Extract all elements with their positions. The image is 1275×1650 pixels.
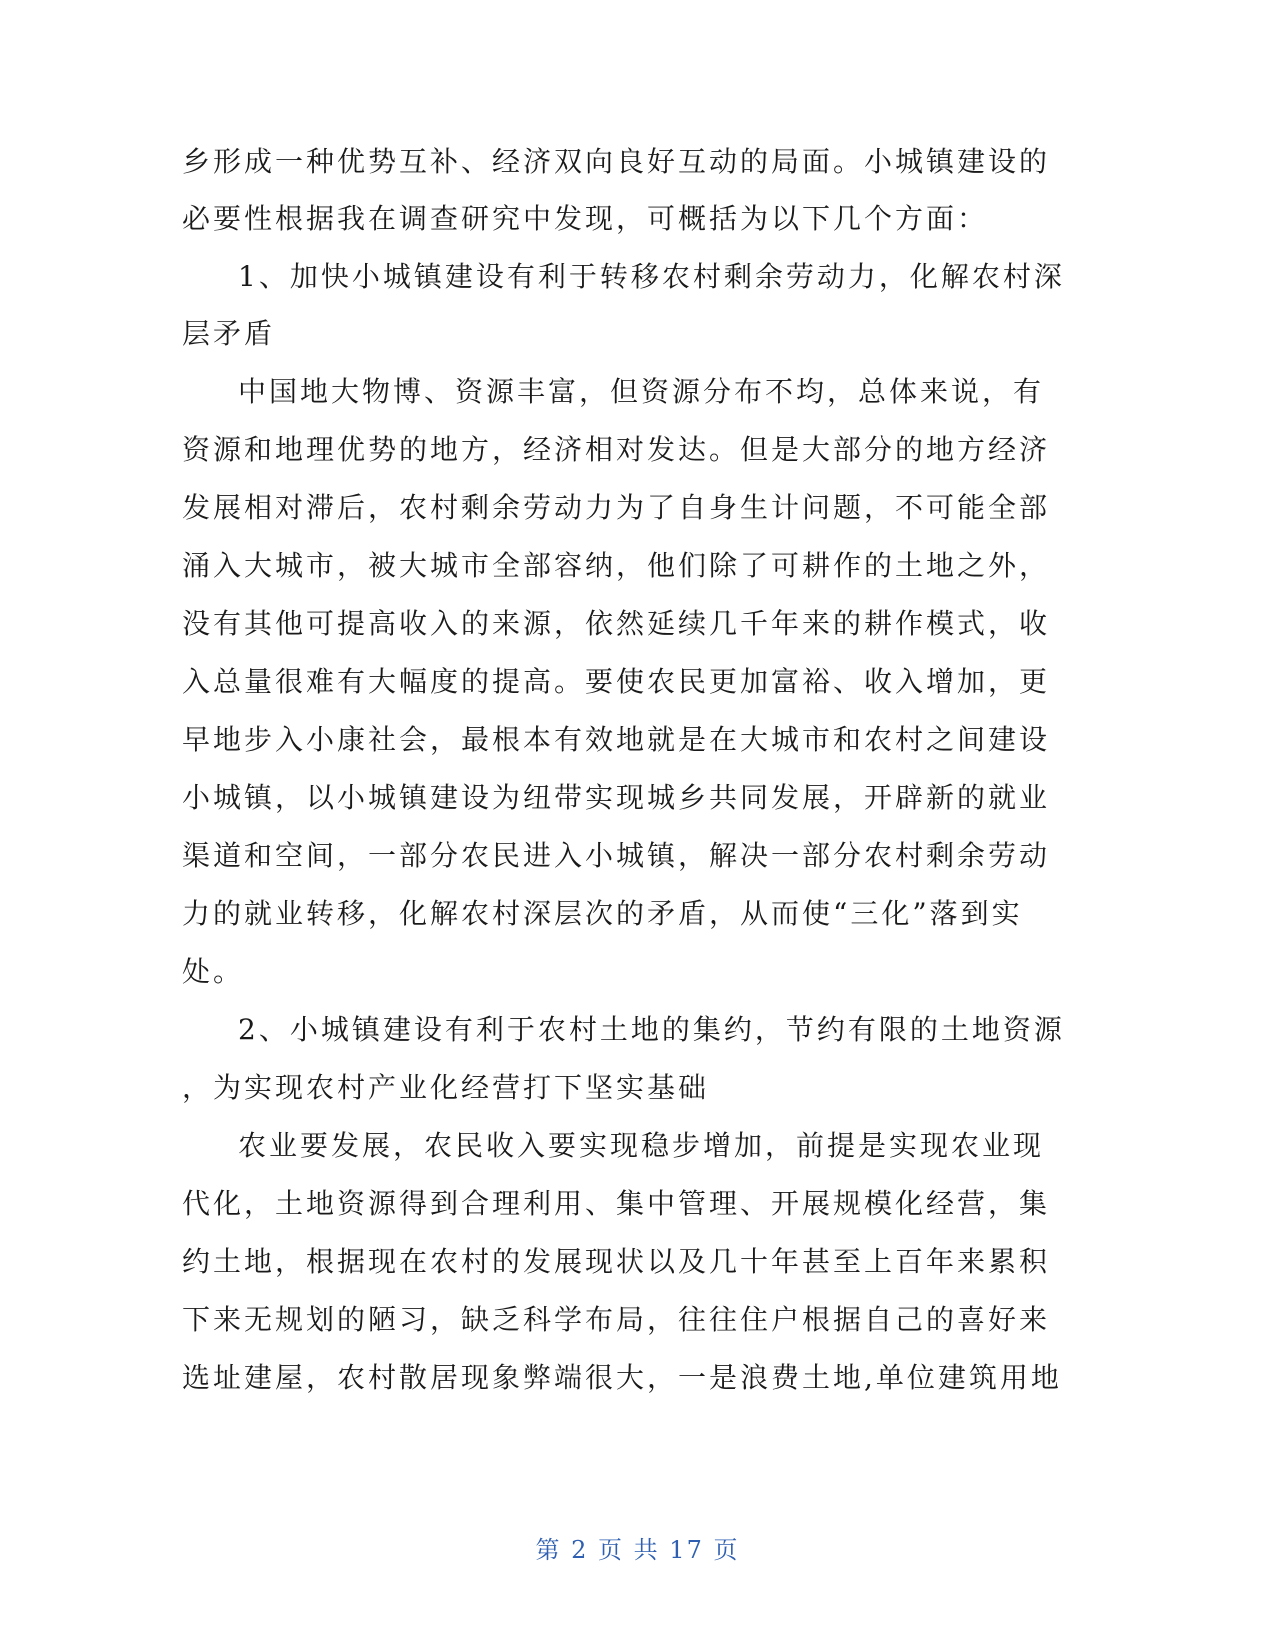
text-line: 下来无规划的陋习，缺乏科学布局，往往住户根据自己的喜好来 [182,1303,1051,1336]
page-number-footer: 第 2 页 共 17 页 [535,1536,740,1564]
text-line: 涌入大城市，被大城市全部容纳，他们除了可耕作的土地之外， [182,549,1051,582]
heading-line: 2、小城镇建设有利于农村土地的集约，节约有限的土地资源 [238,1013,1065,1046]
text-line: 中国地大物博、资源丰富，但资源分布不均，总体来说，有 [238,375,1045,408]
text-line: 入总量很难有大幅度的提高。要使农民更加富裕、收入增加，更 [182,665,1051,698]
text-line: 约土地，根据现在农村的发展现状以及几十年甚至上百年来累积 [182,1245,1051,1278]
text-line: 渠道和空间，一部分农民进入小城镇，解决一部分农村剩余劳动 [182,839,1051,872]
heading-line: ，为实现农村产业化经营打下坚实基础 [182,1071,710,1104]
text-line: 乡形成一种优势互补、经济双向良好互动的局面。小城镇建设的 [182,145,1051,178]
text-line: 必要性根据我在调查研究中发现，可概括为以下几个方面： [182,202,989,235]
text-line: 代化，土地资源得到合理利用、集中管理、开展规模化经营，集 [182,1187,1051,1220]
text-line: 早地步入小康社会，最根本有效地就是在大城市和农村之间建设 [182,723,1051,756]
text-line: 小城镇，以小城镇建设为纽带实现城乡共同发展，开辟新的就业 [182,781,1051,814]
text-line: 农业要发展，农民收入要实现稳步增加，前提是实现农业现 [238,1129,1045,1162]
text-line: 没有其他可提高收入的来源，依然延续几千年来的耕作模式，收 [182,607,1051,640]
text-line: 资源和地理优势的地方，经济相对发达。但是大部分的地方经济 [182,433,1051,466]
heading-line: 1、加快小城镇建设有利于转移农村剩余劳动力，化解农村深 [238,260,1065,293]
text-line: 力的就业转移，化解农村深层次的矛盾，从而使“三化”落到实 [182,897,1023,930]
text-line: 发展相对滞后，农村剩余劳动力为了自身生计问题，不可能全部 [182,491,1051,524]
text-line: 选址建屋，农村散居现象弊端很大，一是浪费土地,单位建筑用地 [182,1361,1062,1394]
heading-line: 层矛盾 [182,317,276,350]
text-line: 处。 [182,955,245,988]
